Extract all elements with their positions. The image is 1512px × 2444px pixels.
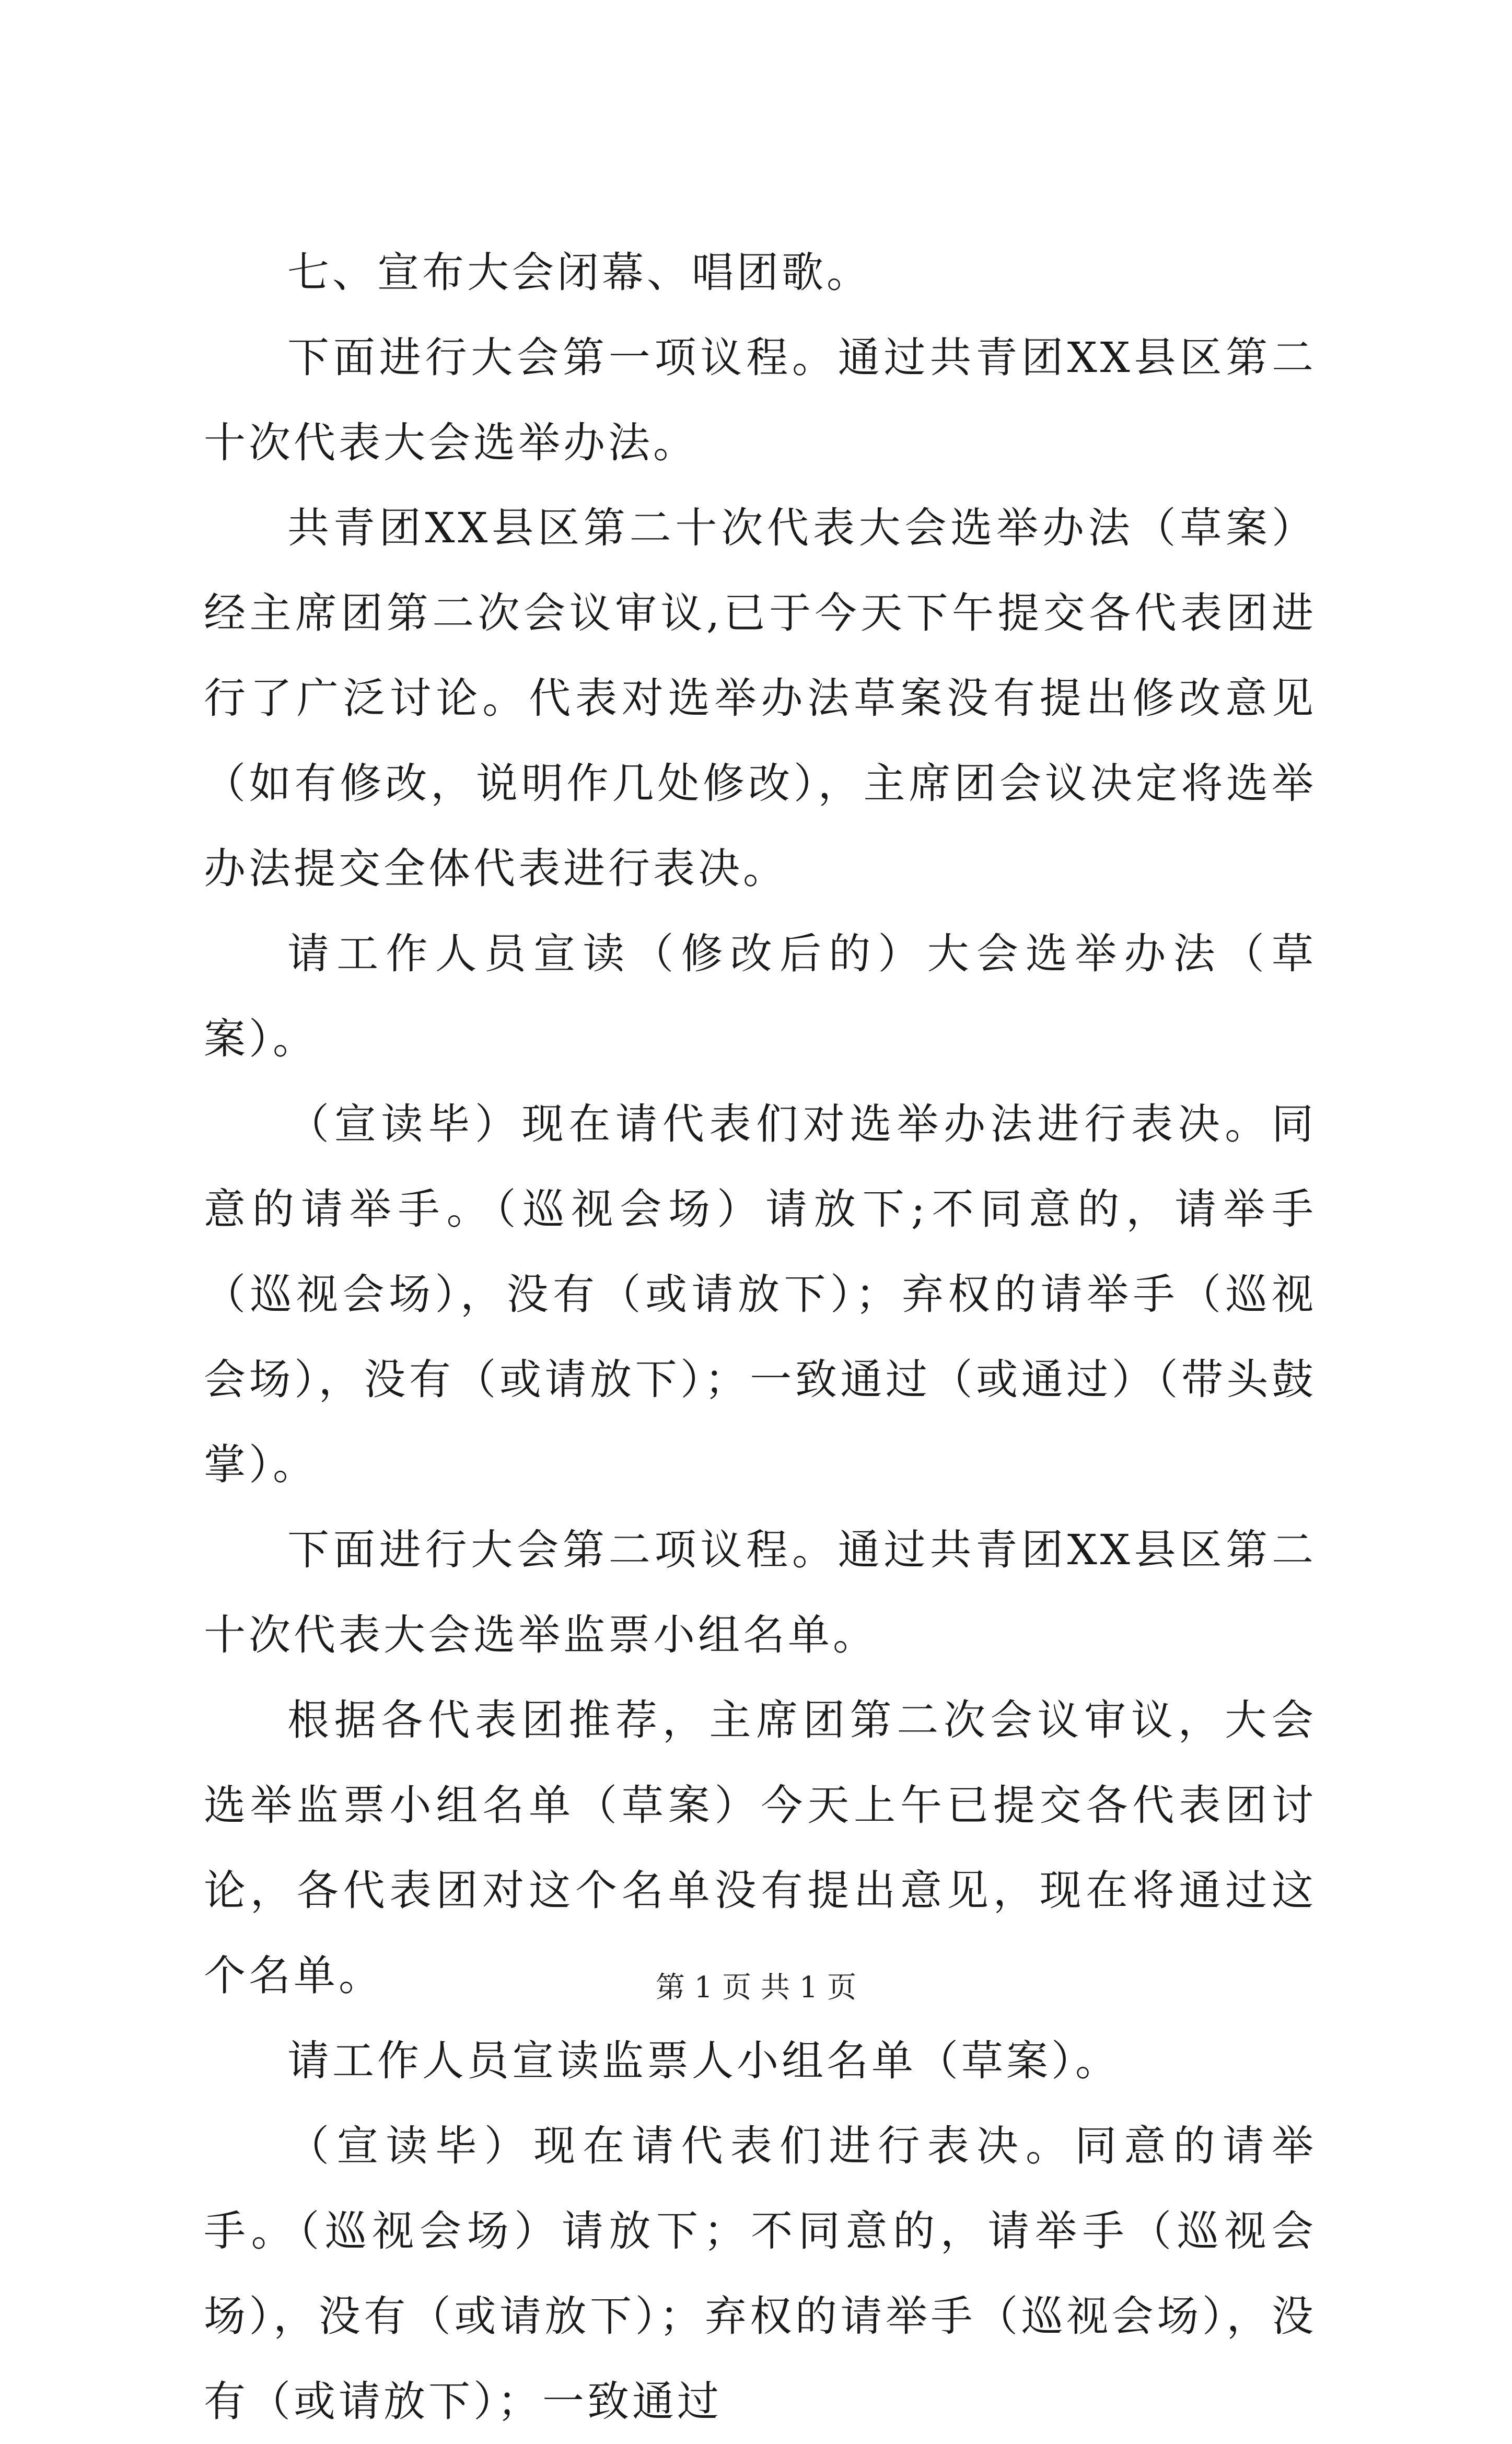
- paragraph: （宣读毕）现在请代表们进行表决。同意的请举手。（巡视会场）请放下；不同意的，请举手（巡视会场），没有（或请放下）；弃权的请举手（巡视会场），没有（或请放下）；一致通过: [204, 2122, 1317, 2426]
- paragraph: 请工作人员宣读监票人小组名单（草案）。: [287, 2036, 1120, 2085]
- paragraph: （宣读毕）现在请代表们对选举办法进行表决。同意的请举手。（巡视会场）请放下;不同意的，请举手（巡视会场），没有（或请放下）；弃权的请举手（巡视会场），没有（或请放下）；一致通过（或通过）（带头鼓掌）。: [204, 1100, 1317, 1489]
- paragraph: 七、宣布大会闭幕、唱团歌。: [287, 248, 871, 297]
- paragraph: 下面进行大会第二项议程。通过共青团XX县区第二十次代表大会选举监票小组名单。: [204, 1526, 1317, 1659]
- page-number-footer: 第 1 页 共 1 页: [655, 1971, 857, 2005]
- document-body: [204, 230, 1317, 2444]
- paragraph: 共青团XX县区第二十次代表大会选举办法（草案）经主席团第二次会议审议,已于今天下午提交各代表团进行了广泛讨论。代表对选举办法草案没有提出修改意见（如有修改，说明作几处修改），主席团会议决定将选举办法提交全体代表进行表决。: [204, 504, 1317, 893]
- paragraph: 根据各代表团推荐，主席团第二次会议审议，大会选举监票小组名单（草案）今天上午已提交各代表团讨论，各代表团对这个名单没有提出意见，现在将通过这个名单。: [204, 1696, 1317, 2000]
- paragraph: 请工作人员宣读（修改后的）大会选举办法（草案）。: [204, 929, 1317, 1063]
- paragraph: 下面进行大会第一项议程。通过共青团XX县区第二十次代表大会选举办法。: [204, 333, 1317, 467]
